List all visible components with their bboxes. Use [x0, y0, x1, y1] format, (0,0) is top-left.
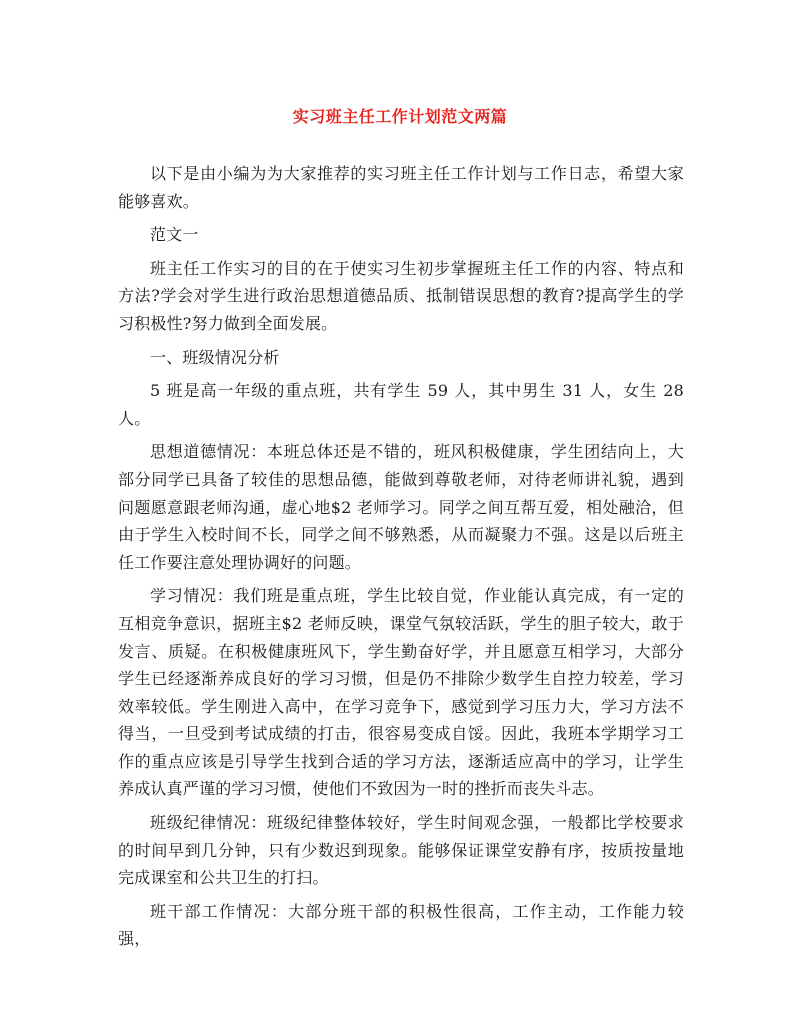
paragraph-sample-one-heading: 范文一	[150, 225, 199, 245]
paragraph-internship-purpose: 班主任工作实习的目的在于使实习生初步掌握班主任工作的内容、特点和方法?学会对学生进行政治思想道德品质、抵制错误思想的教育?提高学生的学习积极性?努力做到全面发展。	[118, 258, 684, 333]
paragraph-study-situation: 学习情况：我们班是重点班，学生比较自觉，作业能认真完成，有一定的互相竞争意识，据班主$2 老师反映，课堂气氛较活跃，学生的胆子较大，敢于发言、质疑。在积极健康班风下，学生勤奋好学，并且愿意互相学习，大部分学生已经逐渐养成良好的学习习惯，但是仍不排除少数学生自控力较差，学习效率较低。学生刚进入高中，在学习竞争下，感觉到学习压力大，学习方法不得当，一旦受到考试成绩的打击，很容易变成自馁。因此，我班本学期学习工作的重点应该是引导学生找到合适的学习方法，逐渐适应高中的学习，让学生养成认真严谨的学习习惯，使他们不致因为一时的挫折而丧失斗志。	[118, 586, 684, 799]
paragraph-discipline-situation: 班级纪律情况：班级纪律整体较好，学生时间观念强，一般都比学校要求的时间早到几分钟，只有少数迟到现象。能够保证课堂安静有序，按质按量地完成课室和公共卫生的打扫。	[118, 813, 684, 888]
paragraph-class-stats: 5 班是高一年级的重点班，共有学生 59 人，其中男生 31 人，女生 28 人。	[118, 381, 684, 428]
paragraph-class-cadre-situation: 班干部工作情况：大部分班干部的积极性很高，工作主动，工作能力较强，	[118, 901, 684, 949]
paragraph-moral-situation: 思想道德情况：本班总体还是不错的，班风积极健康，学生团结向上，大部分同学已具备了较佳的思想品德，能做到尊敬老师，对待老师讲礼貌，遇到问题愿意跟老师沟通，虚心地$2 老师学习。同学之间互帮互爱，相处融洽，但由于学生入校时间不长，同学之间不够熟悉，从而凝聚力不强。这是以后班主任工作要注意处理协调好的问题。	[118, 442, 684, 572]
document-body	[118, 160, 684, 959]
paragraph-intro: 以下是由小编为为大家推荐的实习班主任工作计划与工作日志，希望大家能够喜欢。	[118, 164, 684, 211]
section-heading-class-analysis: 一、班级情况分析	[150, 347, 280, 367]
document-title: 实习班主任工作计划范文两篇	[292, 107, 508, 126]
